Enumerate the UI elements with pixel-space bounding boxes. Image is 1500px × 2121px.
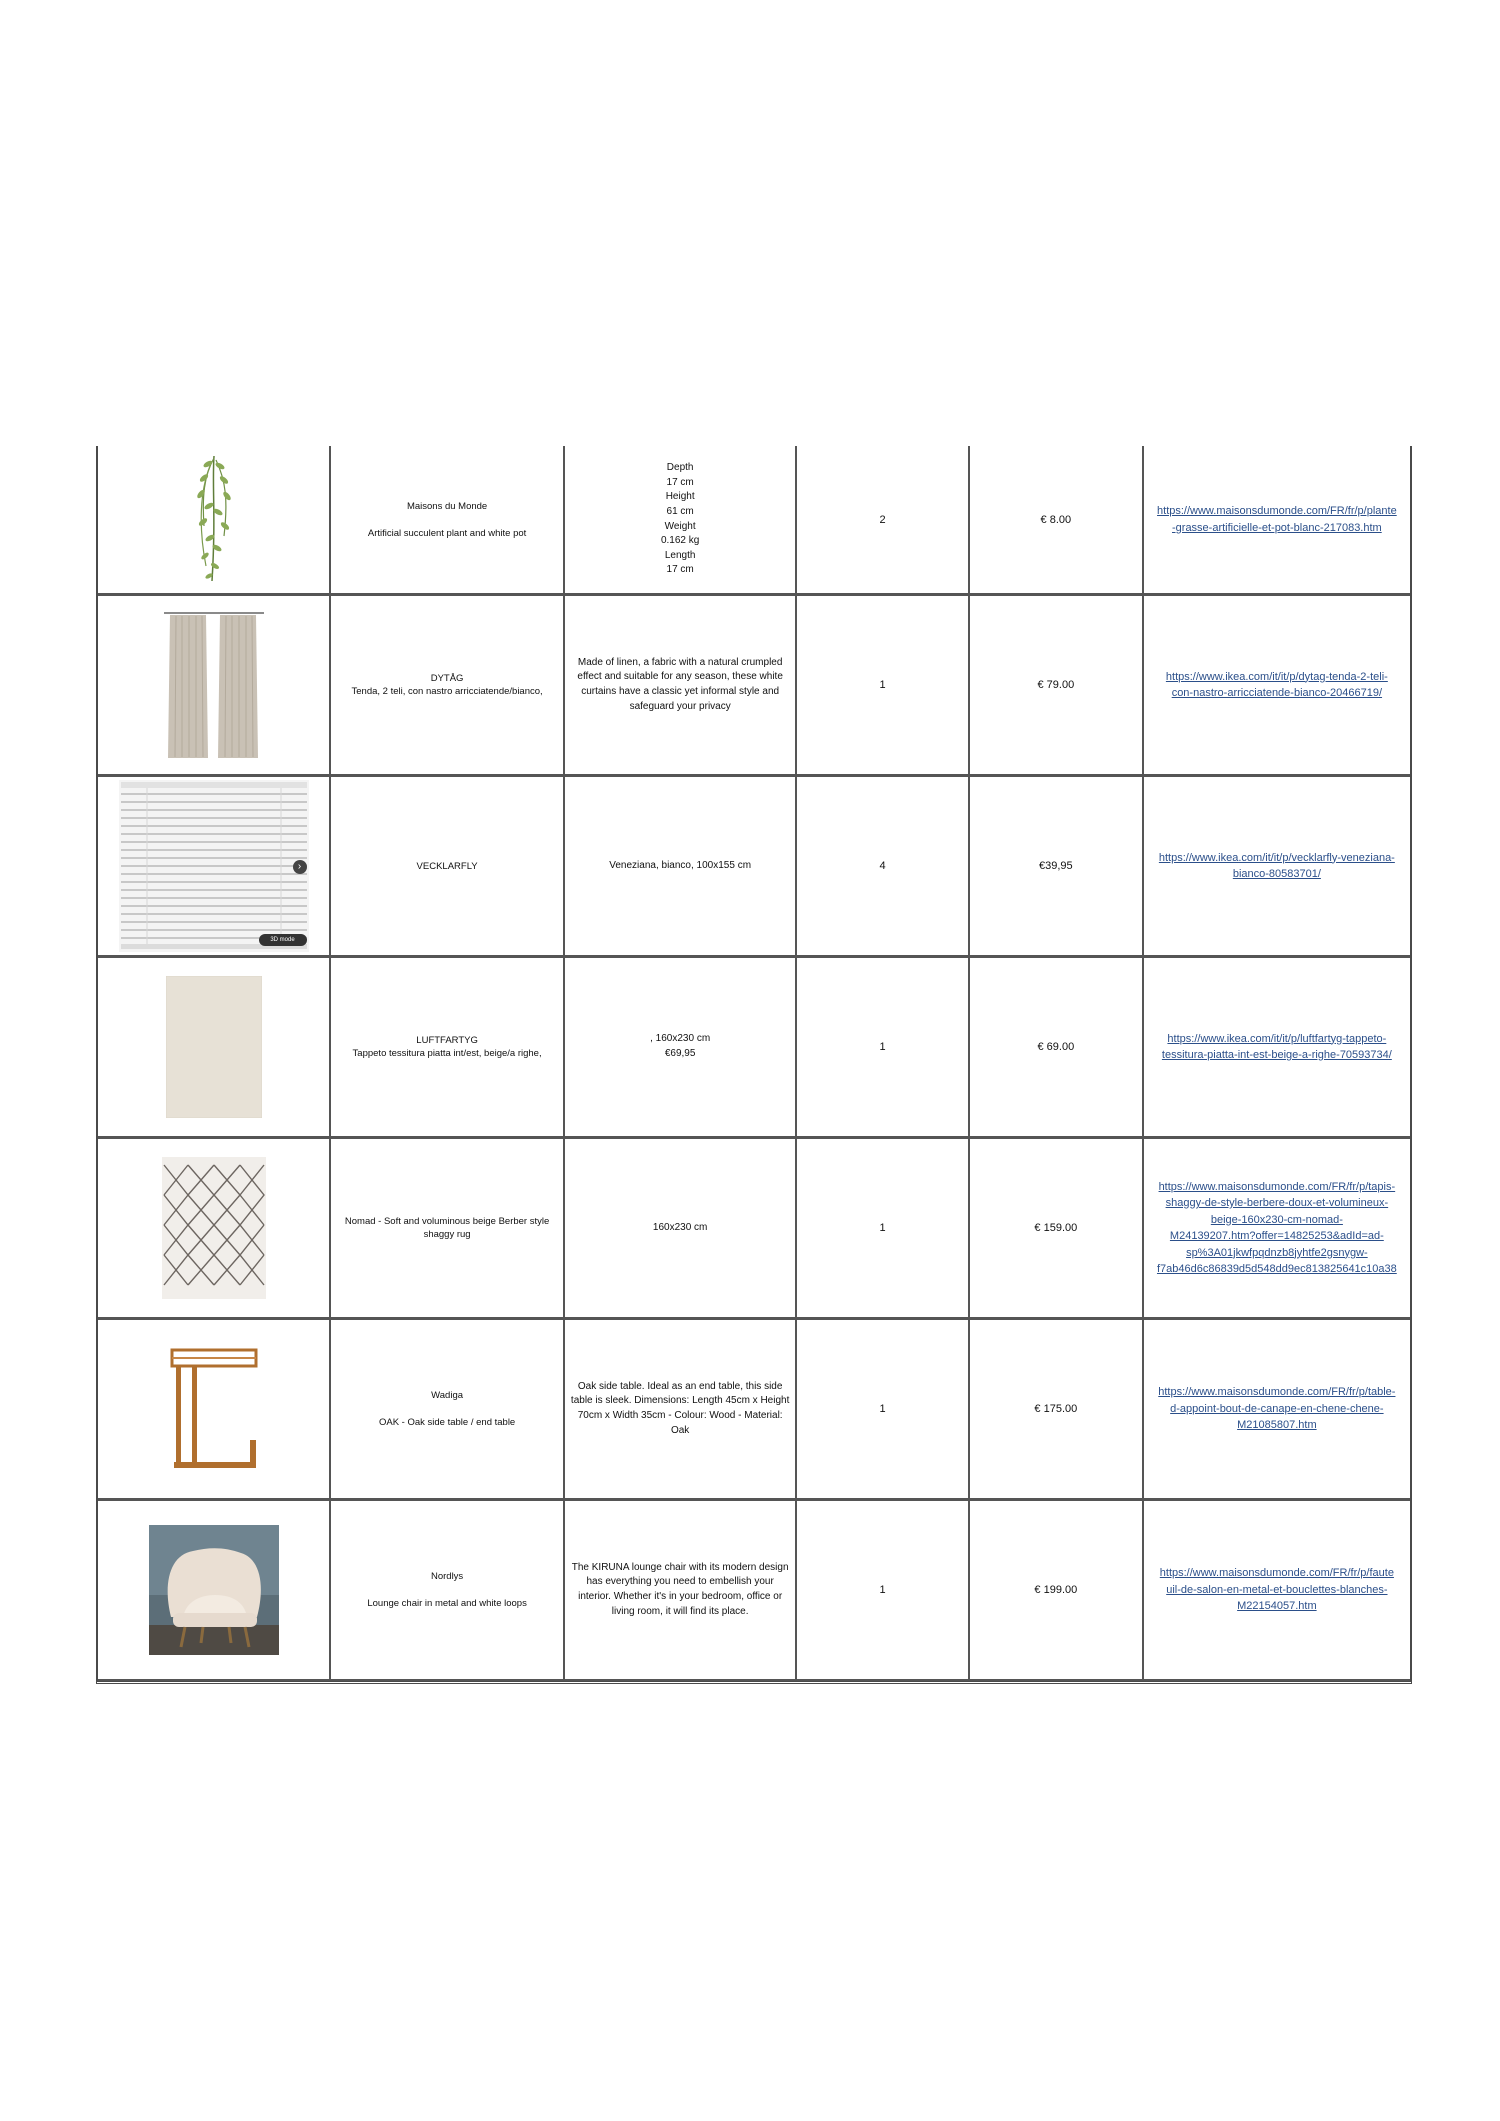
description-line: safeguard your privacy [629,700,731,712]
description-line: 70cm x Width 35cm - Colour: Wood - Material: [577,1410,783,1421]
description-line: Oak side table. Ideal as an end table, this side [577,1380,783,1392]
product-name: Nordlys [430,1571,464,1582]
table-row [98,776,1410,957]
product-description-cell [565,446,797,595]
description-line: living room, it will find its place. [611,1605,749,1617]
oak-side-table-icon [164,1348,264,1470]
table-row [98,1500,1410,1681]
product-name-cell [331,446,565,595]
description-line: table is sleek. Dimensions: Length 45cm x Height [570,1395,790,1407]
boucle-lounge-chair-icon [149,1525,279,1655]
product-image-cell [98,957,331,1138]
product-image-cell [98,776,331,957]
product-description-cell [565,776,797,957]
product-name: DYTÅG [430,673,464,684]
description-line: has everything you need to embellish your [586,1576,774,1588]
product-description-cell [565,1319,797,1500]
berber-rug-icon [162,1157,266,1299]
product-subtitle: Tappeto tessitura piatta int/est, beige/a righe, [352,1048,542,1059]
product-name: Nomad - Soft and voluminous beige Berber style shaggy rug [344,1216,550,1240]
link-cell [1144,776,1410,957]
description-line: Veneziana, bianco, 100x155 cm [609,859,752,871]
description-line: Depth [666,462,694,474]
description-line: Length [664,549,696,561]
price-cell: € 69.00 [970,957,1144,1138]
price-cell: €39,95 [970,776,1144,957]
product-description-cell [565,1500,797,1681]
product-name-cell [331,1500,565,1681]
quantity-cell: 1 [797,1319,970,1500]
description-line: curtains have a classic yet informal style and [581,686,780,697]
product-description-cell [565,595,797,776]
description-line: 160x230 cm [652,1221,708,1233]
product-table-page [96,446,1412,1684]
description-line: Weight [664,520,696,532]
quantity-cell: 4 [797,776,970,957]
link-cell [1144,1138,1410,1319]
linen-curtains-icon [162,610,266,760]
description-line: Oak [670,1424,690,1436]
product-link[interactable]: https://www.ikea.com/it/it/p/dytag-tenda-2-teli- con-nastro-arricciatende-bianco-20466719/ [1165,670,1388,699]
product-name: Wadiga [431,1390,464,1401]
product-name-cell [331,776,565,957]
table-row [98,1138,1410,1319]
product-name: LUFTFARTYG [416,1035,478,1046]
price-cell: € 8.00 [970,446,1144,595]
quantity-cell: 1 [797,595,970,776]
quantity-cell: 2 [797,446,970,595]
product-link[interactable]: https://www.maisonsdumonde.com/FR/fr/p/plante -grasse-artificielle-et-pot-blanc-217083.htm [1157,505,1397,534]
price-cell: € 175.00 [970,1319,1144,1500]
description-line: 0.162 kg [660,535,700,547]
product-image-cell [98,1138,331,1319]
product-name-cell [331,957,565,1138]
product-name-cell [331,1319,565,1500]
product-image-cell [98,595,331,776]
hanging-succulent-plant-icon [174,456,254,584]
carousel-next-icon[interactable]: › [293,860,307,874]
description-line: 17 cm [666,564,694,576]
link-cell [1144,1319,1410,1500]
beige-rug-icon [166,976,262,1118]
description-line: 17 cm [666,476,694,488]
product-table [96,446,1412,1684]
description-line: €69,95 [664,1048,696,1059]
product-link[interactable]: https://www.ikea.com/it/it/p/luftfartyg-tappeto- tessitura-piatta-int-est-beige-a-righe-70593734/ [1161,1032,1392,1061]
product-description-cell [565,957,797,1138]
link-cell [1144,446,1410,595]
link-cell [1144,595,1410,776]
description-line: interior. Whether it's in your bedroom, office or [578,1591,783,1602]
price-cell: € 159.00 [970,1138,1144,1319]
product-image-cell [98,1500,331,1681]
description-line: , 160x230 cm [650,1033,711,1045]
quantity-cell: 1 [797,1138,970,1319]
product-link[interactable]: https://www.maisonsdumonde.com/FR/fr/p/faute uil-de-salon-en-metal-et-bouclettes-blanches- M22154057.htm [1159,1567,1394,1613]
venetian-blind-image [119,780,309,952]
link-cell [1144,1500,1410,1681]
description-line: Height [665,491,695,503]
product-name-cell [331,1138,565,1319]
product-image-cell [98,446,331,595]
table-row [98,957,1410,1138]
product-link[interactable]: https://www.maisonsdumonde.com/FR/fr/p/tapis- shaggy-de-style-berbere-doux-et-volumineux- beige-160x230-cm-nomad- M24139207.htm?offer=14825253&adId=ad- sp%3A01jkwfpqdnzb8jyhtfe2gsnygw- f7ab46d6c86839d5d548dd9ec813825641c10a38 [1156,1180,1397,1275]
table-row [98,595,1410,776]
3d-mode-badge[interactable]: 3D mode [259,934,307,946]
description-line: The KIRUNA lounge chair with its modern design [571,1561,789,1573]
link-cell [1144,957,1410,1138]
product-name-cell [331,595,565,776]
product-link[interactable]: https://www.maisonsdumonde.com/FR/fr/p/table- d-appoint-bout-de-canape-en-chene-chene- M21085807.htm [1158,1386,1396,1432]
product-subtitle: Lounge chair in metal and white loops [367,1598,527,1609]
quantity-cell: 1 [797,957,970,1138]
product-subtitle: Artificial succulent plant and white pot [367,527,527,539]
product-subtitle: OAK - Oak side table / end table [378,1417,516,1428]
product-description-cell [565,1138,797,1319]
product-link[interactable]: https://www.ikea.com/it/it/p/vecklarfly-veneziana- bianco-80583701/ [1158,851,1395,880]
product-subtitle: Tenda, 2 teli, con nastro arricciatende/bianco, [351,686,543,697]
description-line: effect and suitable for any season, these white [577,671,783,683]
venetian-blind-icon [119,780,309,952]
product-name: VECKLARFLY [416,860,478,872]
description-line: 61 cm [666,505,694,517]
quantity-cell: 1 [797,1500,970,1681]
description-line: Made of linen, a fabric with a natural crumpled [577,656,783,668]
price-cell: € 199.00 [970,1500,1144,1681]
price-cell: € 79.00 [970,595,1144,776]
table-row [98,1319,1410,1500]
product-image-cell [98,1319,331,1500]
table-row [98,446,1410,595]
product-name: Maisons du Monde [406,500,488,512]
